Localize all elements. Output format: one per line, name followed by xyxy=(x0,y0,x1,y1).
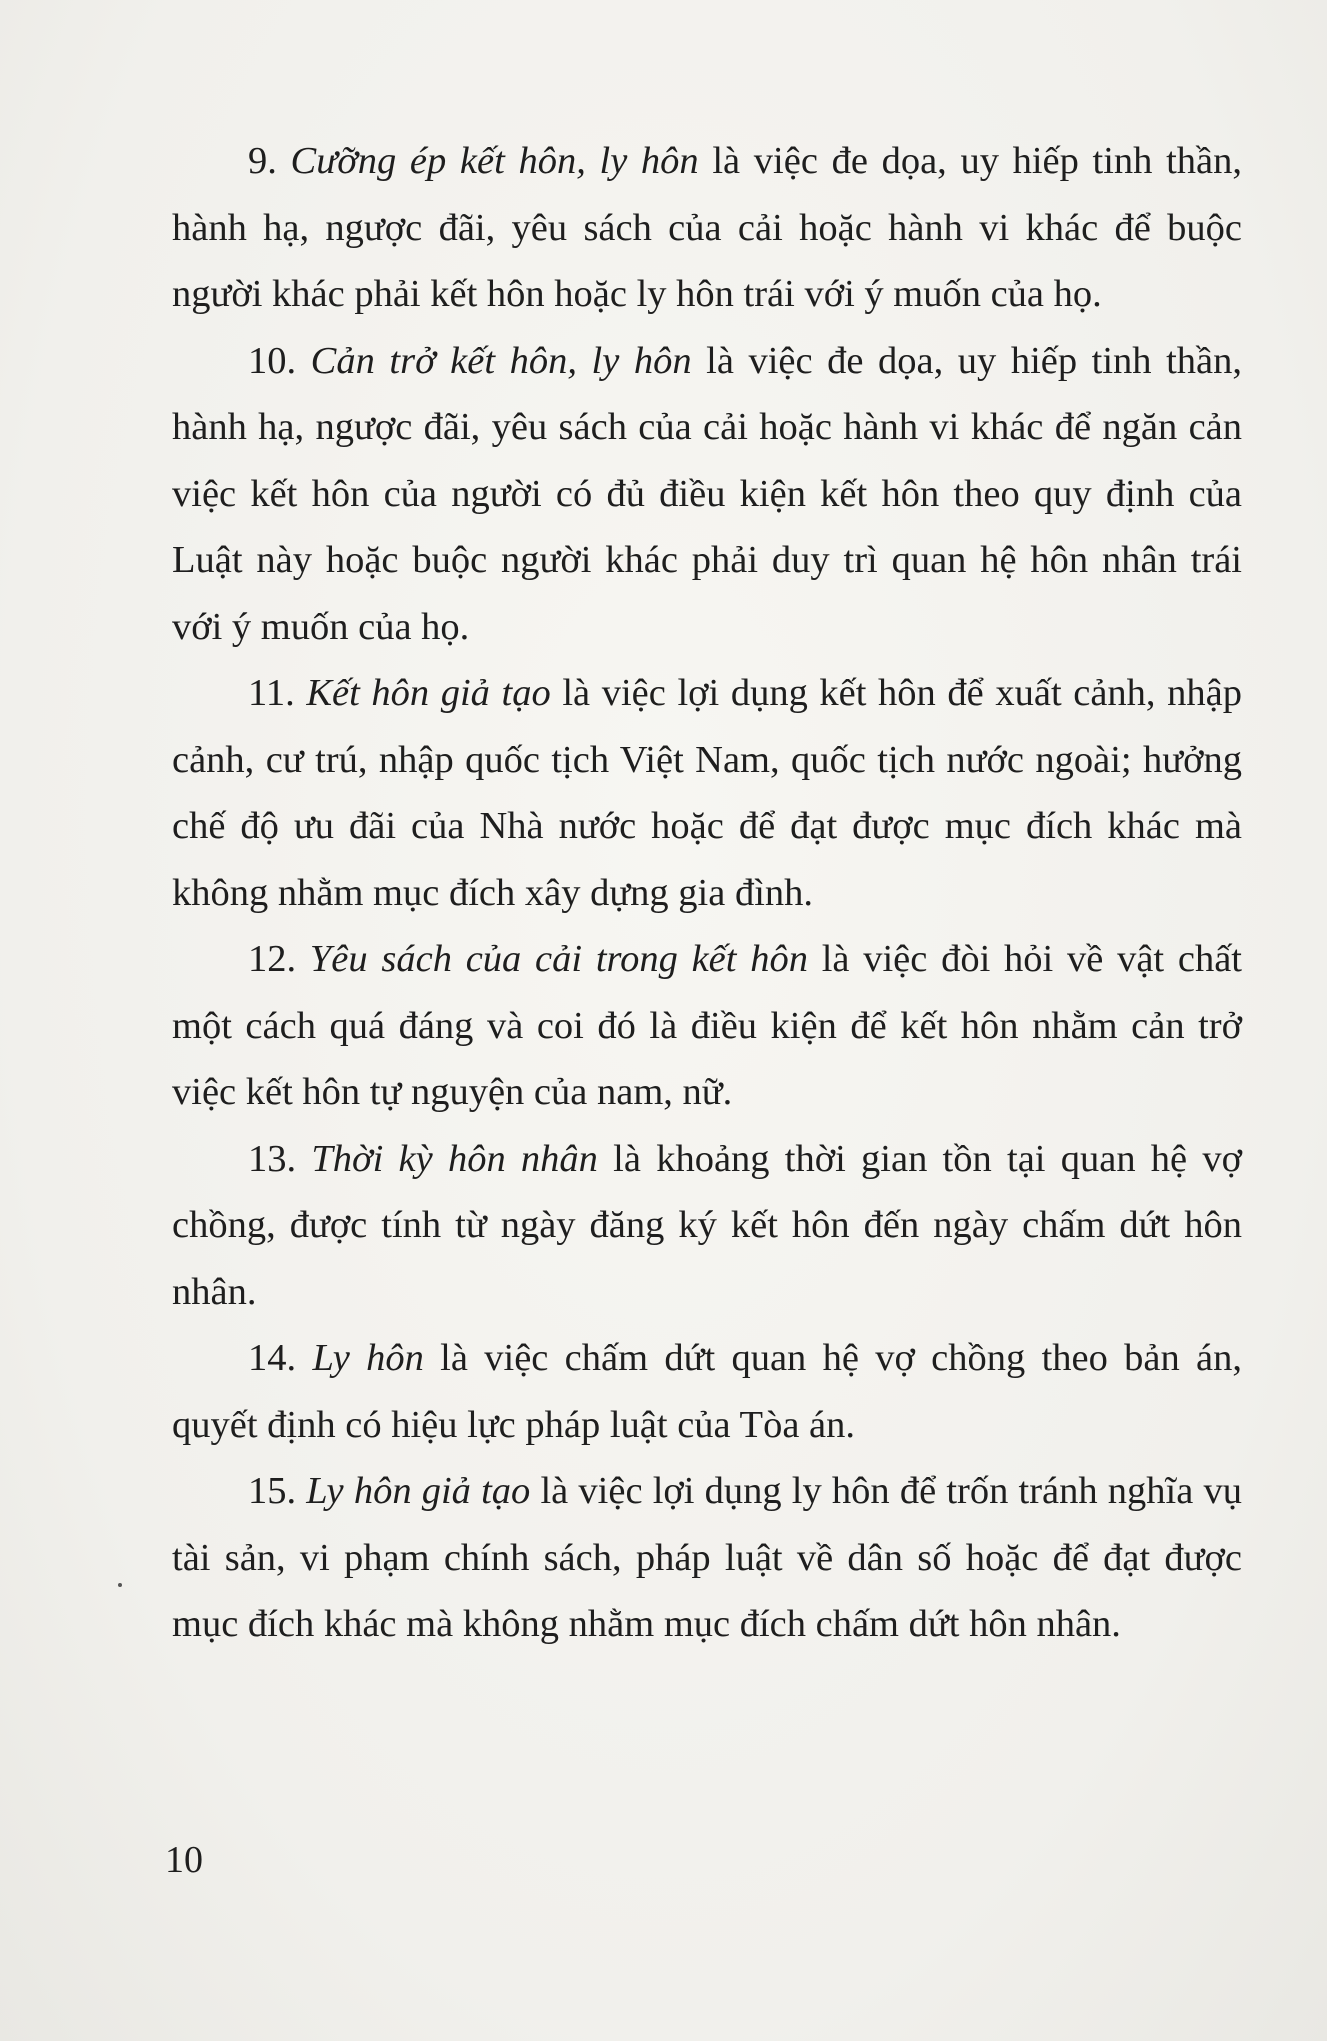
definition-term: Thời kỳ hôn nhân xyxy=(311,1137,598,1180)
definitions-text xyxy=(172,128,1242,1658)
print-speck xyxy=(118,1583,122,1587)
definition-text: là việc lợi dụng ly hôn để trốn tránh nghĩa vụ tài sản, vi phạm chính sách, pháp luật về dân số hoặc để đạt được mục đích khác mà không nhằm mục đích chấm dứt hôn nhân. xyxy=(172,1470,1242,1645)
definition-term: Kết hôn giả tạo xyxy=(306,672,551,714)
definition-text: là việc chấm dứt quan hệ vợ chồng theo bản án, quyết định có hiệu lực pháp luật của Tòa án. xyxy=(172,1337,1243,1446)
definition-text: là việc đe dọa, uy hiếp tinh thần, hành hạ, ngược đãi, yêu sách của cải hoặc hành vi khác để ngăn cản việc kết hôn của người có đủ điều kiện kết hôn theo quy định của Luật này hoặc buộc người khác phải duy trì quan hệ hôn nhân trái với ý muốn của họ. xyxy=(172,339,1242,648)
definition-paragraph-10 xyxy=(172,328,1242,661)
definition-text: là việc đòi hỏi về vật chất một cách quá đáng và coi đó là điều kiện để kết hôn nhằm cản trở việc kết hôn tự nguyện của nam, nữ. xyxy=(172,938,1242,1113)
definition-term: Yêu sách của cải trong kết hôn xyxy=(309,938,808,980)
definition-number: 14. xyxy=(248,1337,297,1379)
definition-text: là việc lợi dụng kết hôn để xuất cảnh, nhập cảnh, cư trú, nhập quốc tịch Việt Nam, quốc tịch nước ngoài; hưởng chế độ ưu đãi của Nhà nước hoặc để đạt được mục đích khác mà không nhằm mục đích xây dựng gia đình. xyxy=(172,672,1242,914)
definition-term: Ly hôn xyxy=(312,1337,424,1379)
definition-term: Ly hôn giả tạo xyxy=(306,1470,531,1512)
definition-paragraph-12 xyxy=(172,926,1242,1126)
definition-number: 12. xyxy=(248,938,297,980)
definition-paragraph-15 xyxy=(172,1458,1242,1658)
definition-number: 13. xyxy=(248,1137,297,1180)
definition-paragraph-9 xyxy=(172,128,1242,328)
definition-paragraph-11 xyxy=(172,660,1242,926)
definition-text: là khoảng thời gian tồn tại quan hệ vợ chồng, được tính từ ngày đăng ký kết hôn đến ngày chấm dứt hôn nhân. xyxy=(172,1137,1242,1313)
definition-paragraph-13 xyxy=(172,1126,1242,1326)
page-number: 10 xyxy=(165,1839,203,1881)
definition-number: 10. xyxy=(248,339,297,382)
definition-text: là việc đe dọa, uy hiếp tinh thần, hành hạ, ngược đãi, yêu sách của cải hoặc hành vi khác để buộc người khác phải kết hôn hoặc ly hôn trái với ý muốn của họ. xyxy=(172,140,1243,315)
definition-number: 9. xyxy=(248,140,277,182)
definition-number: 11. xyxy=(248,672,295,714)
definition-term: Cưỡng ép kết hôn, ly hôn xyxy=(290,140,699,182)
definition-number: 15. xyxy=(248,1470,297,1512)
definition-term: Cản trở kết hôn, ly hôn xyxy=(310,339,692,382)
definition-paragraph-14 xyxy=(172,1325,1242,1458)
